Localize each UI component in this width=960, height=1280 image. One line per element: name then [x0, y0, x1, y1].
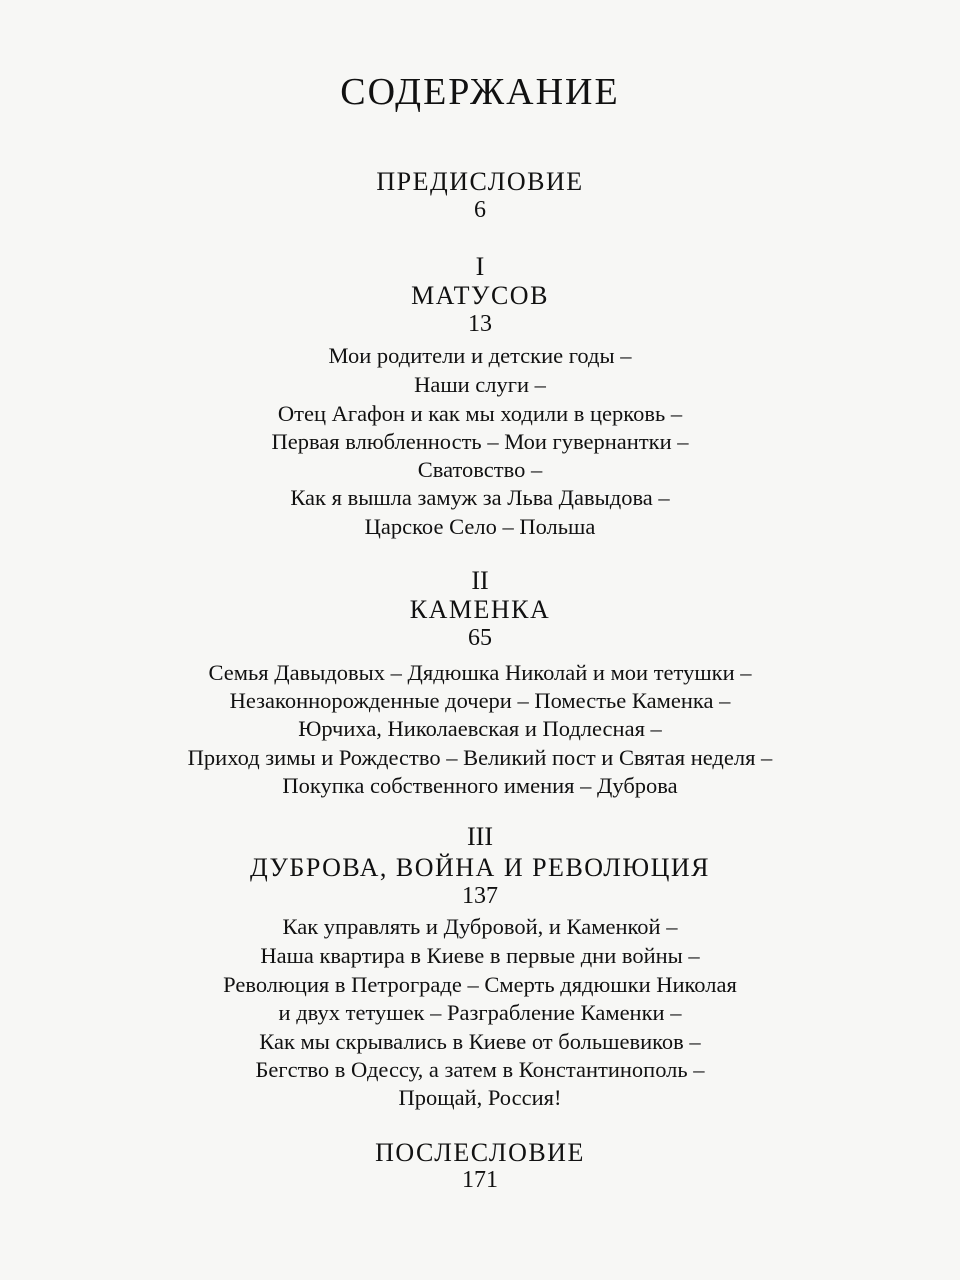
afterword-label: ПОСЛЕСЛОВИЕ: [375, 1138, 585, 1167]
part-1-line: Мои родители и детские годы –: [328, 343, 632, 368]
part-1-line: Царское Село – Польша: [364, 514, 596, 539]
part-1-title: МАТУСОВ: [411, 281, 549, 310]
part-2-line: Приход зимы и Рождество – Великий пост и Святая неделя –: [187, 745, 773, 770]
part-3-line: Как управлять и Дубровой, и Каменкой –: [282, 914, 678, 939]
preface-label: ПРЕДИСЛОВИЕ: [376, 167, 584, 196]
part-1-line: Первая влюбленность – Мои гувернантки –: [271, 429, 689, 454]
part-3-numeral: III: [467, 822, 493, 851]
part-1-line: Наши слуги –: [414, 372, 546, 397]
part-3-line: Как мы скрывались в Киеве от большевиков –: [259, 1029, 701, 1054]
part-2-line: Незаконнорожденные дочери – Поместье Каменка –: [229, 688, 731, 713]
part-2-line: Семья Давыдовых – Дядюшка Николай и мои тетушки –: [208, 660, 752, 685]
part-1-line: Сватовство –: [417, 457, 543, 482]
page-title: СОДЕРЖАНИЕ: [340, 71, 620, 113]
part-2-line: Покупка собственного имения – Дуброва: [282, 773, 678, 798]
part-3-line: Прощай, Россия!: [398, 1085, 562, 1110]
part-1-line: Отец Агафон и как мы ходили в церковь –: [277, 401, 683, 426]
part-2-page: 65: [468, 625, 492, 651]
afterword-page: 171: [462, 1167, 498, 1193]
part-3-page: 137: [462, 883, 498, 909]
part-2-line: Юрчиха, Николаевская и Подлесная –: [298, 716, 662, 741]
part-1-line: Как я вышла замуж за Льва Давыдова –: [290, 485, 670, 510]
part-3-title: ДУБРОВА, ВОЙНА И РЕВОЛЮЦИЯ: [249, 853, 711, 882]
part-3-line: Наша квартира в Киеве в первые дни войны –: [260, 943, 700, 968]
preface-page: 6: [474, 197, 486, 223]
part-1-page: 13: [468, 311, 492, 337]
part-3-line: Революция в Петрограде – Смерть дядюшки Николая: [223, 972, 737, 997]
part-1-numeral: I: [475, 252, 485, 281]
part-2-numeral: II: [471, 566, 489, 595]
part-3-line: и двух тетушек – Разграбление Каменки –: [278, 1000, 682, 1025]
part-2-title: КАМЕНКА: [409, 595, 551, 624]
part-3-line: Бегство в Одессу, а затем в Константинополь –: [255, 1057, 705, 1082]
